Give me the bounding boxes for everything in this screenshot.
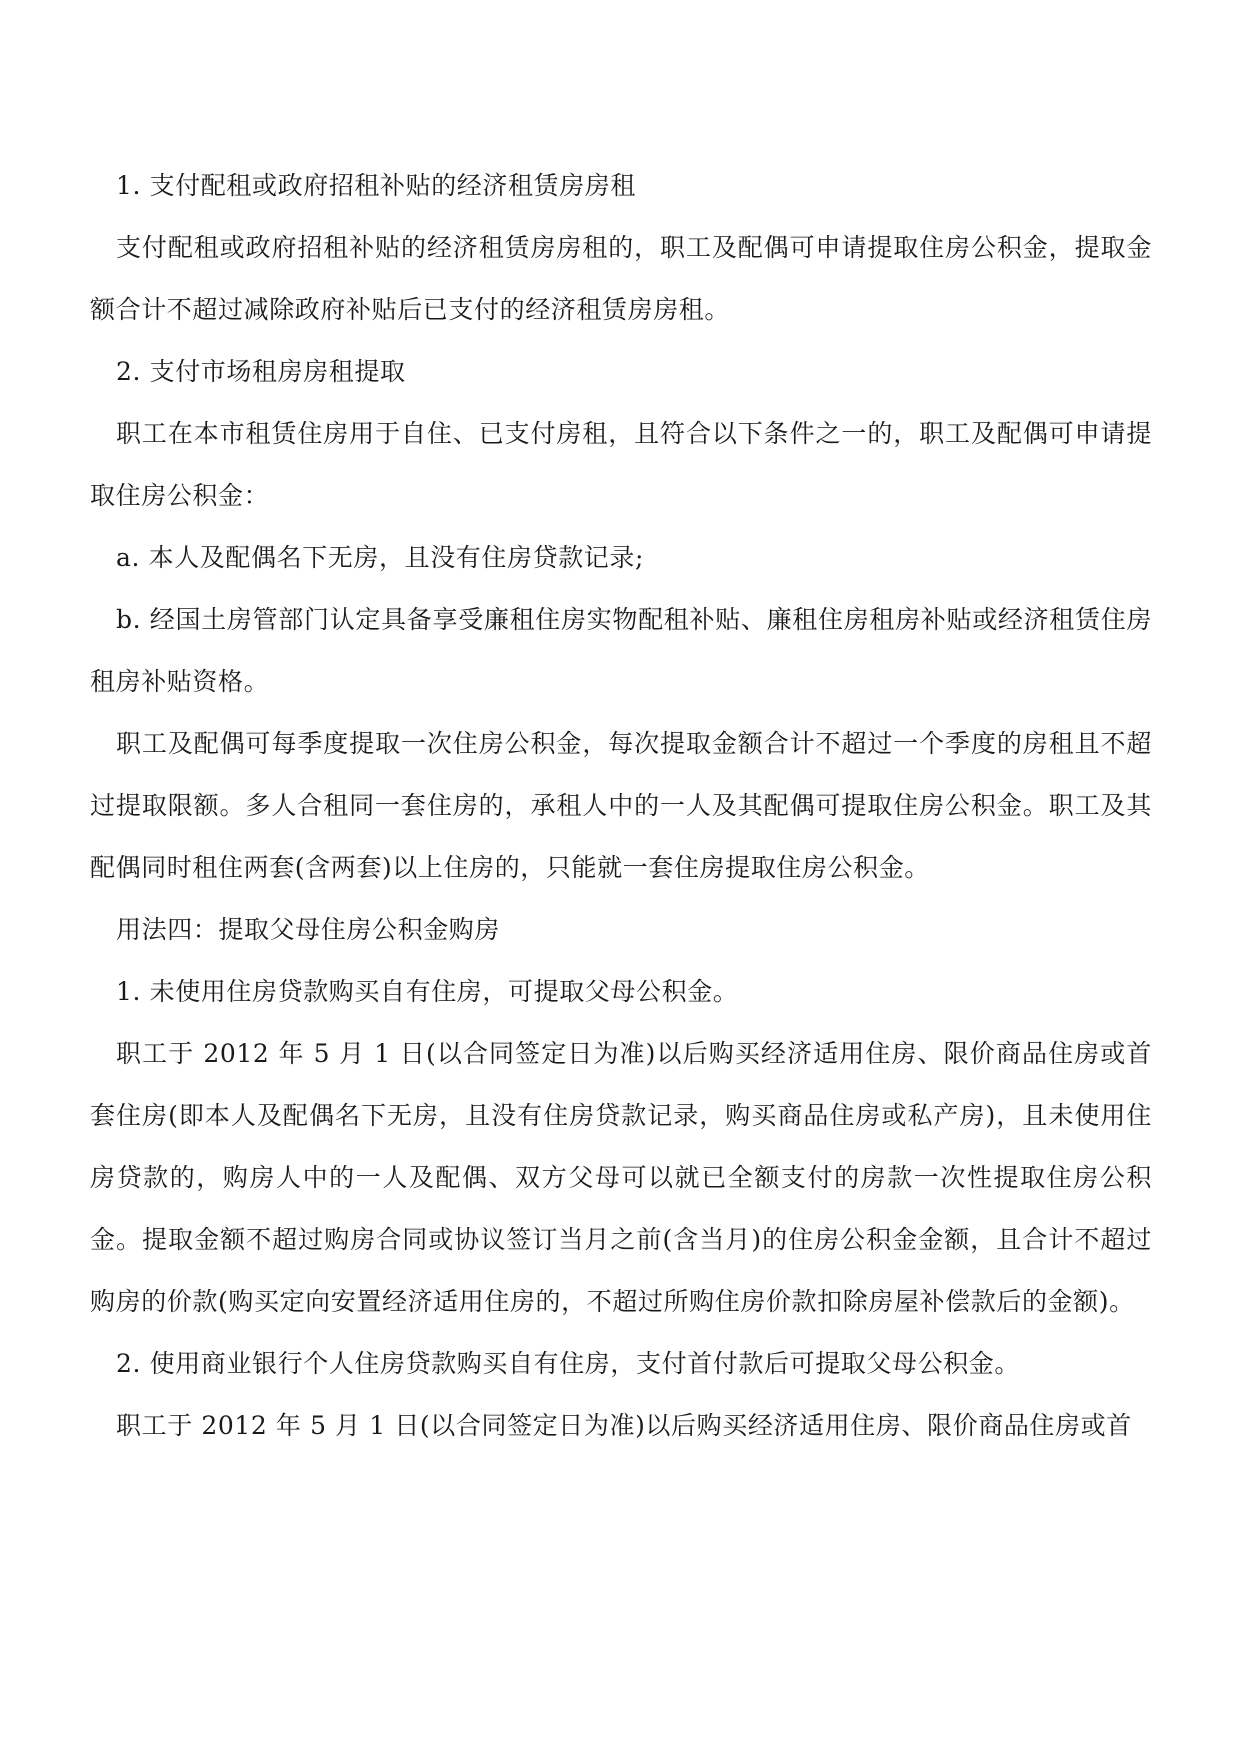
heading-no-loan-purchase: 1. 未使用住房贷款购买自有住房，可提取父母公积金。 [116, 977, 739, 1006]
heading-usage-four: 用法四：提取父母住房公积金购房 [116, 915, 501, 944]
heading-market-rent: 2. 支付市场租房房租提取 [116, 357, 406, 386]
paragraph-no-loan-purchase: 职工于 2012 年 5 月 1 日(以合同签定日为准)以后购买经济适用住房、限价商品住房或首套住房(即本人及配偶名下无房，且没有住房贷款记录，购买商品住房或私产房)，且未使用住房贷款的，购房人中的一人及配偶、双方父母可以就已全额支付的房款一次性提取住房公积金。提取金额不超过购房合同或协议签订当月之前(含当月)的住房公积金金额，且合计不超过购房的价款(购买定向安置经济适用住房的，不超过所购住房价款扣除房屋补偿款后的金额)。 [90, 1039, 1152, 1316]
paragraph-rent-subsidy: 支付配租或政府招租补贴的经济租赁房房租的，职工及配偶可申请提取住房公积金，提取金额合计不超过减除政府补贴后已支付的经济租赁房房租。 [90, 233, 1152, 324]
paragraph-market-rent-conditions: 职工在本市租赁住房用于自住、已支付房租，且符合以下条件之一的，职工及配偶可申请提取住房公积金： [90, 419, 1152, 510]
paragraph-quarterly-withdrawal: 职工及配偶可每季度提取一次住房公积金，每次提取金额合计不超过一个季度的房租且不超过提取限额。多人合租同一套住房的，承租人中的一人及其配偶可提取住房公积金。职工及其配偶同时租住两套(含两套)以上住房的，只能就一套住房提取住房公积金。 [90, 729, 1152, 882]
list-item-condition-b: b. 经国土房管部门认定具备享受廉租住房实物配租补贴、廉租住房租房补贴或经济租赁住房租房补贴资格。 [90, 605, 1152, 696]
paragraph-commercial-loan-purchase: 职工于 2012 年 5 月 1 日(以合同签定日为准)以后购买经济适用住房、限价商品住房或首 [116, 1411, 1132, 1440]
list-item-condition-a: a. 本人及配偶名下无房，且没有住房贷款记录; [116, 543, 645, 572]
heading-rent-subsidy: 1. 支付配租或政府招租补贴的经济租赁房房租 [116, 171, 637, 200]
document-body [90, 155, 1152, 1457]
heading-commercial-loan-purchase: 2. 使用商业银行个人住房贷款购买自有住房，支付首付款后可提取父母公积金。 [116, 1349, 1021, 1378]
